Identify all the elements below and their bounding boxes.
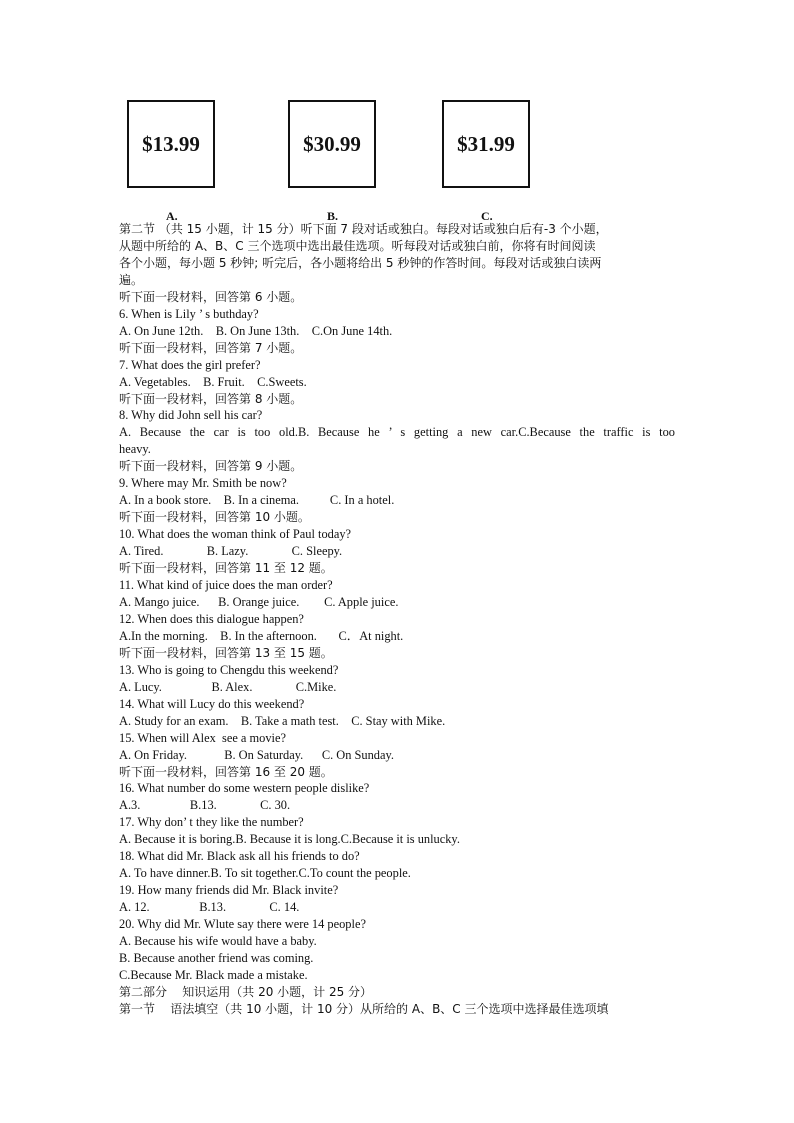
text-line: 听下面一段材料，回答第 7 小题。 [119,340,303,355]
text-line: 6. When is Lily ’ s buthday? [119,306,259,321]
text-line: 16. What number do some western people dislike? [119,781,370,796]
text-line: A. To have dinner.B. To sit together.C.To count the people. [119,866,411,881]
text-line: 11. What kind of juice does the man order? [119,578,333,593]
text-line: A.In the morning. B. In the afternoon. C．At night. [119,628,404,643]
text-line: 听下面一段材料，回答第 16 至 20 题。 [119,764,333,779]
text-line: 14. What will Lucy do this weekend? [119,696,305,711]
price-option-c-price: $31.99 [457,131,515,156]
price-option-c-letter: C. [481,209,493,223]
text-line: 听下面一段材料，回答第 11 至 12 题。 [119,561,333,576]
text-line: 15. When will Alex see a movie? [119,730,287,745]
text-line: 各个小题，每小题 5 秒钟; 听完后，各小题将给出 5 秒钟的作答时间。每段对话或独白读两 [119,255,602,270]
text-line: A. Tired. B. Lazy. C. Sleepy. [119,544,343,559]
text-line: 19. How many friends did Mr. Black invite? [119,883,339,898]
text-line: C.Because Mr. Black made a mistake. [119,967,308,982]
text-line: 7. What does the girl prefer? [119,357,261,372]
text-line: A. Because his wife would have a baby. [119,934,317,949]
text-line: heavy. [119,442,151,457]
price-option-a-price: $13.99 [142,131,200,156]
text-line: A. On June 12th. B. On June 13th. C.On June 14th. [119,323,393,338]
price-option-a-letter: A. [166,209,178,223]
text-line: 13. Who is going to Chengdu this weekend? [119,662,339,677]
text-line: 从题中所给的 A、B、C 三个选项中选出最佳选项。听每段对话或独白前，你将有时间阅读 [119,238,596,253]
text-line: B. Because another friend was coming. [119,950,314,965]
text-line: 听下面一段材料，回答第 6 小题。 [119,289,303,304]
text-line: 听下面一段材料，回答第 9 小题。 [119,459,303,474]
price-option-b-price: $30.99 [303,131,361,156]
text-line: A. Because the car is too old.B. Because he ’ s getting a new car.C.Because the traffic is too [119,425,675,440]
price-option-c-box [442,100,530,188]
price-option-b-letter: B. [327,209,339,223]
text-line: A. In a book store. B. In a cinema. C. In a hotel. [119,493,395,508]
text-line: A. Lucy. B. Alex. C.Mike. [119,679,337,694]
text-line: A.3. B.13. C. 30. [119,798,291,813]
text-line: A. Study for an exam. B. Take a math test. C. Stay with Mike. [119,713,446,728]
text-line: 9. Where may Mr. Smith be now? [119,476,287,491]
text-line: A. Mango juice. B. Orange juice. C. Apple juice. [119,594,399,609]
text-line: 第二节 （共 15 小题，计 15 分）听下面 7 段对话或独白。每段对话或独白后有-3 个小题， [119,222,608,236]
price-option-a-box [127,100,215,188]
text-line: 17. Why don’ t they like the number? [119,815,304,830]
price-option-b-box [288,100,376,188]
exam-text-body [119,221,675,1018]
text-line: 遍。 [119,272,144,287]
text-line: 第二部分 知识运用（共 20 小题，计 25 分） [119,984,373,999]
text-line: 8. Why did John sell his car? [119,408,263,423]
text-line: 12. When does this dialogue happen? [119,611,304,626]
text-line: 听下面一段材料，回答第 13 至 15 题。 [119,645,333,660]
text-line: 10. What does the woman think of Paul today? [119,527,352,542]
text-line: 听下面一段材料，回答第 8 小题。 [119,391,303,406]
text-line: A. Vegetables. B. Fruit. C.Sweets. [119,374,307,389]
text-line: 第一节 语法填空（共 10 小题，计 10 分）从所给的 A、B、C 三个选项中选择最佳选项填 [119,1001,609,1016]
text-line: A. Because it is boring.B. Because it is long.C.Because it is unlucky. [119,832,460,847]
text-line: A. 12. B.13. C. 14. [119,900,300,915]
text-line: A. On Friday. B. On Saturday. C. On Sunday. [119,747,394,762]
text-line: 18. What did Mr. Black ask all his friends to do? [119,849,360,864]
text-line: 20. Why did Mr. Wlute say there were 14 people? [119,917,366,932]
text-line: 听下面一段材料，回答第 10 小题。 [119,510,310,525]
